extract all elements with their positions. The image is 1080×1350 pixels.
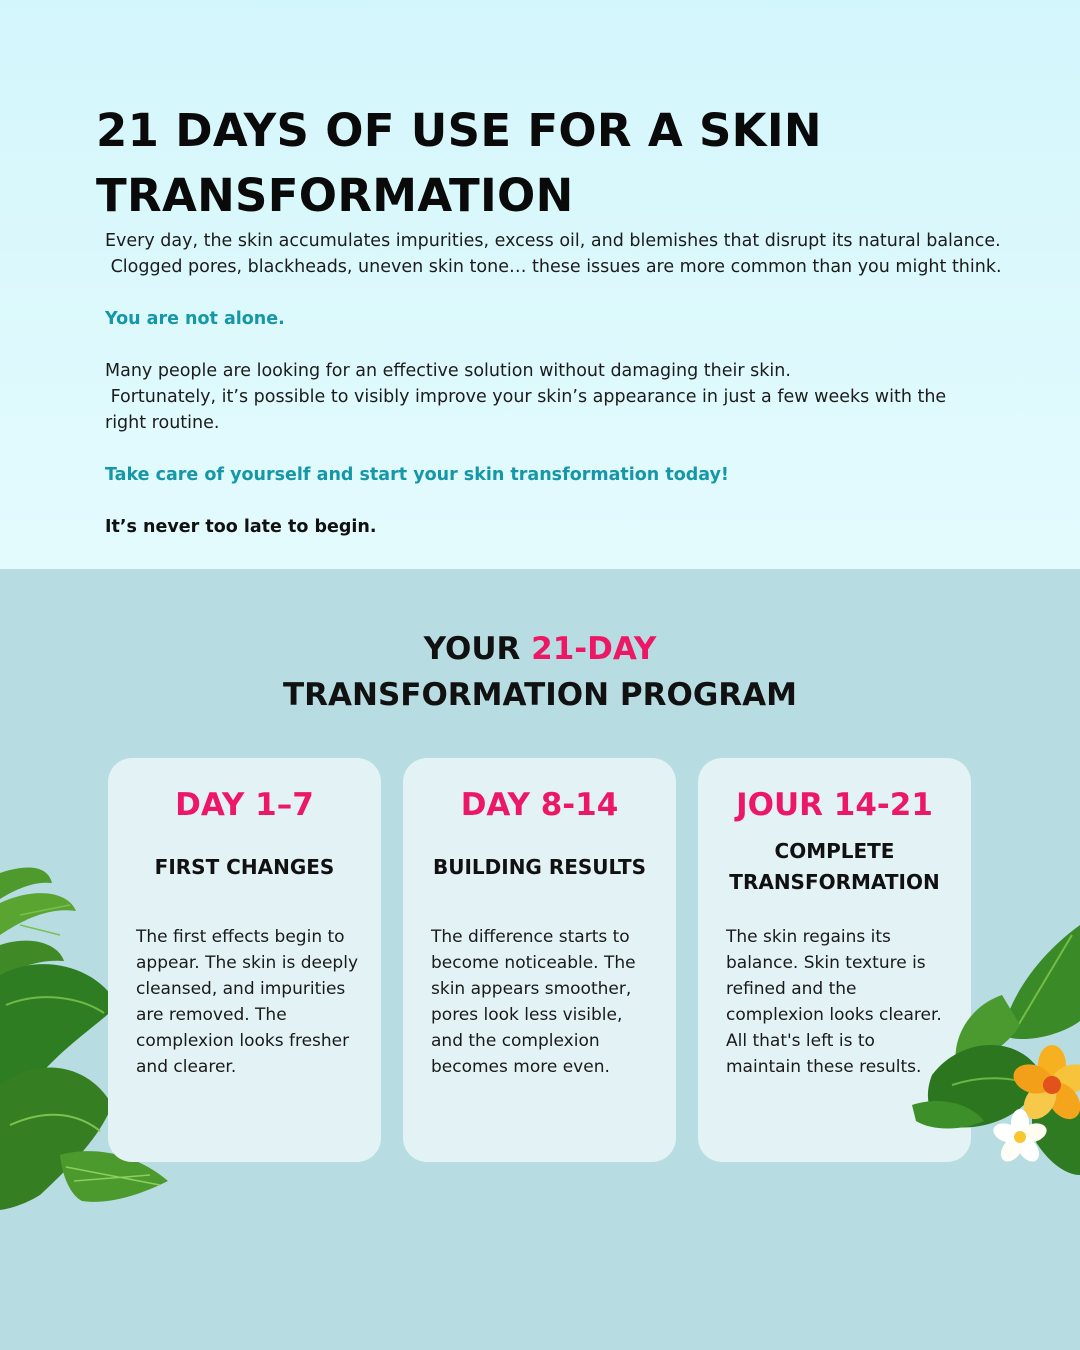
page-title-line1: 21 DAYS OF USE FOR A SKIN bbox=[96, 104, 822, 157]
card-day-label: DAY 1–7 bbox=[175, 787, 314, 823]
program-card-day-8-14 bbox=[403, 758, 676, 1162]
tropical-flowers-icon bbox=[912, 925, 1080, 1195]
card-day-label: JOUR 14-21 bbox=[736, 787, 933, 823]
not-alone-text: You are not alone. bbox=[105, 309, 285, 329]
intro-paragraph-1-line-1: Every day, the skin accumulates impurities, excess oil, and blemishes that disrupt its natural balance. bbox=[105, 231, 1001, 251]
program-title bbox=[0, 626, 1080, 718]
intro-paragraph-2-line-2: Fortunately, it’s possible to visibly improve your skin’s appearance in just a few weeks with the right routine. bbox=[105, 387, 952, 433]
program-card-day-1-7 bbox=[108, 758, 381, 1162]
page-title bbox=[96, 98, 996, 228]
intro-paragraph-1-line-2: Clogged pores, blackheads, uneven skin tone… these issues are more common than you might think. bbox=[105, 257, 1002, 277]
card-body: The skin regains its balance. Skin texture is refined and the complexion looks clearer. All that's left is to maintain these results. bbox=[726, 927, 942, 1077]
intro-text bbox=[105, 228, 1005, 540]
program-title-prefix: YOUR bbox=[423, 631, 532, 667]
card-body: The difference starts to become noticeable. The skin appears smoother, pores look less visible, and the complexion becomes more even. bbox=[431, 927, 636, 1077]
intro-paragraph-2-line-1: Many people are looking for an effective solution without damaging their skin. bbox=[105, 361, 791, 381]
card-subtitle: BUILDING RESULTS bbox=[432, 855, 647, 879]
closing-text: It’s never too late to begin. bbox=[105, 517, 377, 537]
card-subtitle: FIRST CHANGES bbox=[154, 855, 335, 879]
card-day-label: DAY 8-14 bbox=[460, 787, 619, 823]
intro-section bbox=[0, 0, 1080, 569]
call-to-action-text: Take care of yourself and start your skin transformation today! bbox=[105, 465, 729, 485]
program-title-line2: TRANSFORMATION PROGRAM bbox=[283, 677, 797, 713]
program-title-highlight: 21-DAY bbox=[531, 631, 657, 667]
card-subtitle: COMPLETE TRANSFORMATION bbox=[729, 839, 940, 894]
page-title-line2: TRANSFORMATION bbox=[96, 169, 574, 222]
card-body: The first effects begin to appear. The skin is deeply cleansed, and impurities are removed. The complexion looks fresher and clearer. bbox=[136, 927, 359, 1077]
